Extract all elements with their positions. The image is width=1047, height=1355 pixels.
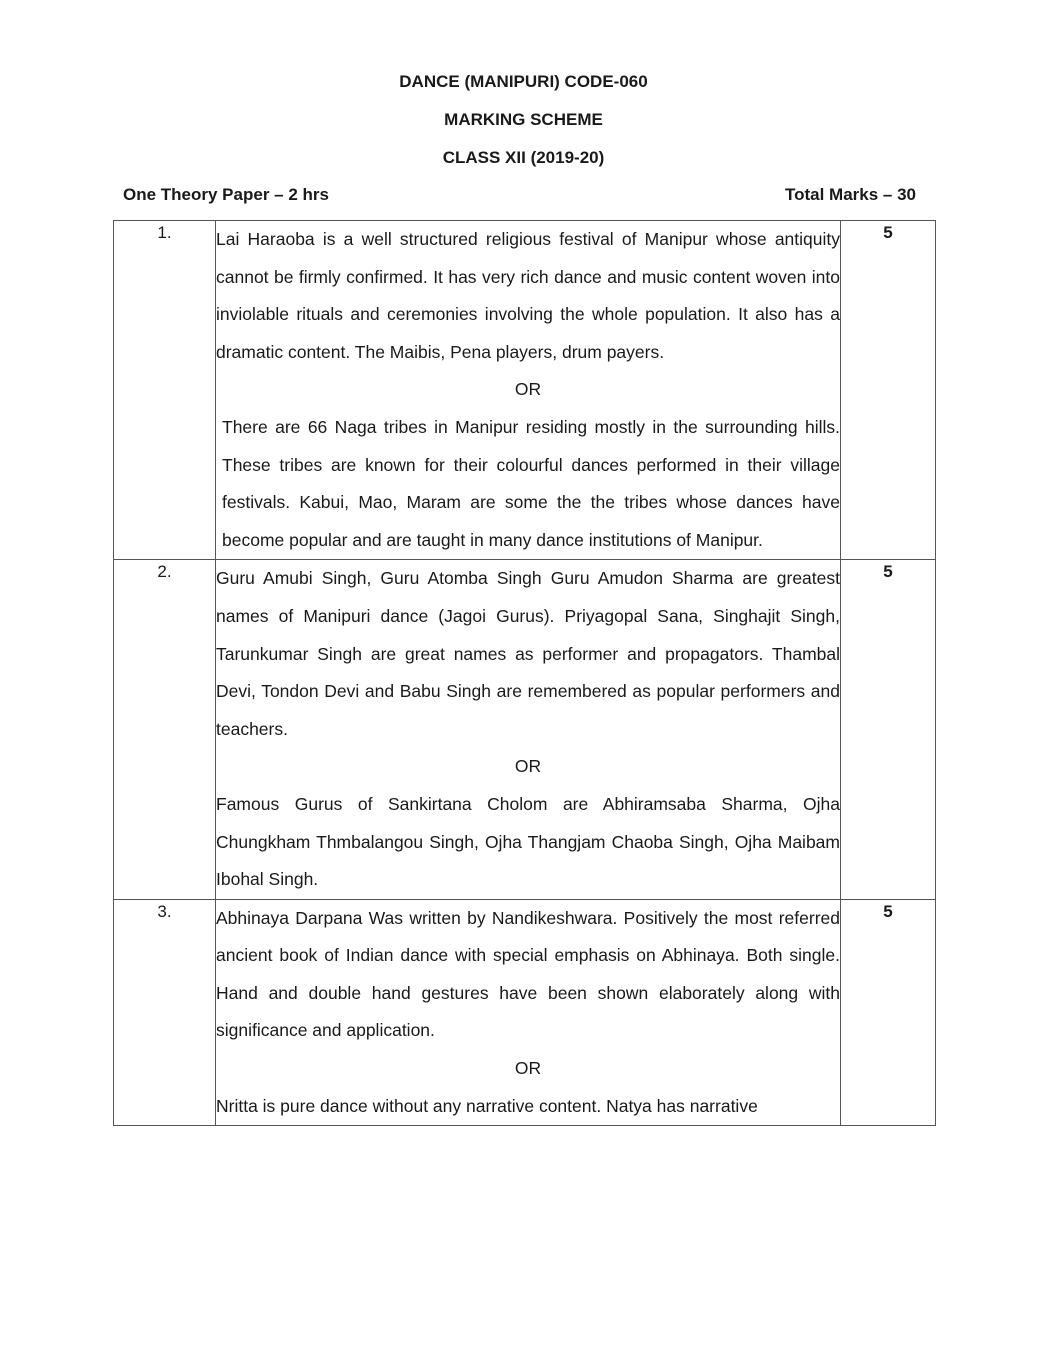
alternate-answer-text: Nritta is pure dance without any narrative content. Natya has narrative [216,1095,758,1116]
marks-value: 5 [841,221,936,560]
alternate-answer-text: There are 66 Naga tribes in Manipur residing mostly in the surrounding hills. These tribes are known for their colourful dances performed in their village festivals. Kabui, Mao, Maram are some the the tribes whose dances have become popular and are taught in many dance institutions of Manipur. [222,416,840,550]
marking-scheme-table [113,220,936,1126]
answer-cell [216,221,841,560]
table-row [114,560,936,899]
question-number: 3. [114,899,216,1126]
or-separator: OR [514,379,542,400]
or-separator: OR [514,756,542,777]
paper-duration: One Theory Paper – 2 hrs [123,185,329,204]
or-separator: OR [514,1058,542,1079]
marks-value: 5 [841,560,936,899]
answer-text: Abhinaya Darpana Was written by Nandikeshwara. Positively the most referred ancient book of Indian dance with special emphasis on Abhinaya. Both single. Hand and double hand gestures have been shown elaborately along with significance and application. [216,907,840,1041]
document-subtitle: MARKING SCHEME [444,110,603,129]
answer-text: Lai Haraoba is a well structured religious festival of Manipur whose antiquity cannot be firmly confirmed. It has very rich dance and music content woven into inviolable rituals and ceremonies involving the whole population. It also has a dramatic content. The Maibis, Pena players, drum payers. [216,229,840,362]
question-number: 2. [114,560,216,899]
class-label: CLASS XII (2019-20) [442,148,605,167]
answer-cell [216,899,841,1126]
answer-text: Guru Amubi Singh, Guru Atomba Singh Guru Amudon Sharma are greatest names of Manipuri dance (Jagoi Gurus). Priyagopal Sana, Singhajit Singh, Tarunkumar Singh are great names as performer and propagators. Thambal Devi, Tondon Devi and Babu Singh are remembered as popular performers and teachers. [216,568,840,739]
document-title: DANCE (MANIPURI) CODE-060 [399,72,648,91]
answer-cell [216,560,841,899]
total-marks: Total Marks – 30 [784,185,916,204]
question-number: 1. [114,221,216,560]
alternate-answer-text: Famous Gurus of Sankirtana Cholom are Abhiramsaba Sharma, Ojha Chungkham Thmbalangou Singh, Ojha Thangjam Chaoba Singh, Ojha Maibam Ibohal Singh. [216,793,840,890]
table-row [114,221,936,560]
table-row [114,899,936,1126]
marks-value: 5 [841,899,936,1126]
